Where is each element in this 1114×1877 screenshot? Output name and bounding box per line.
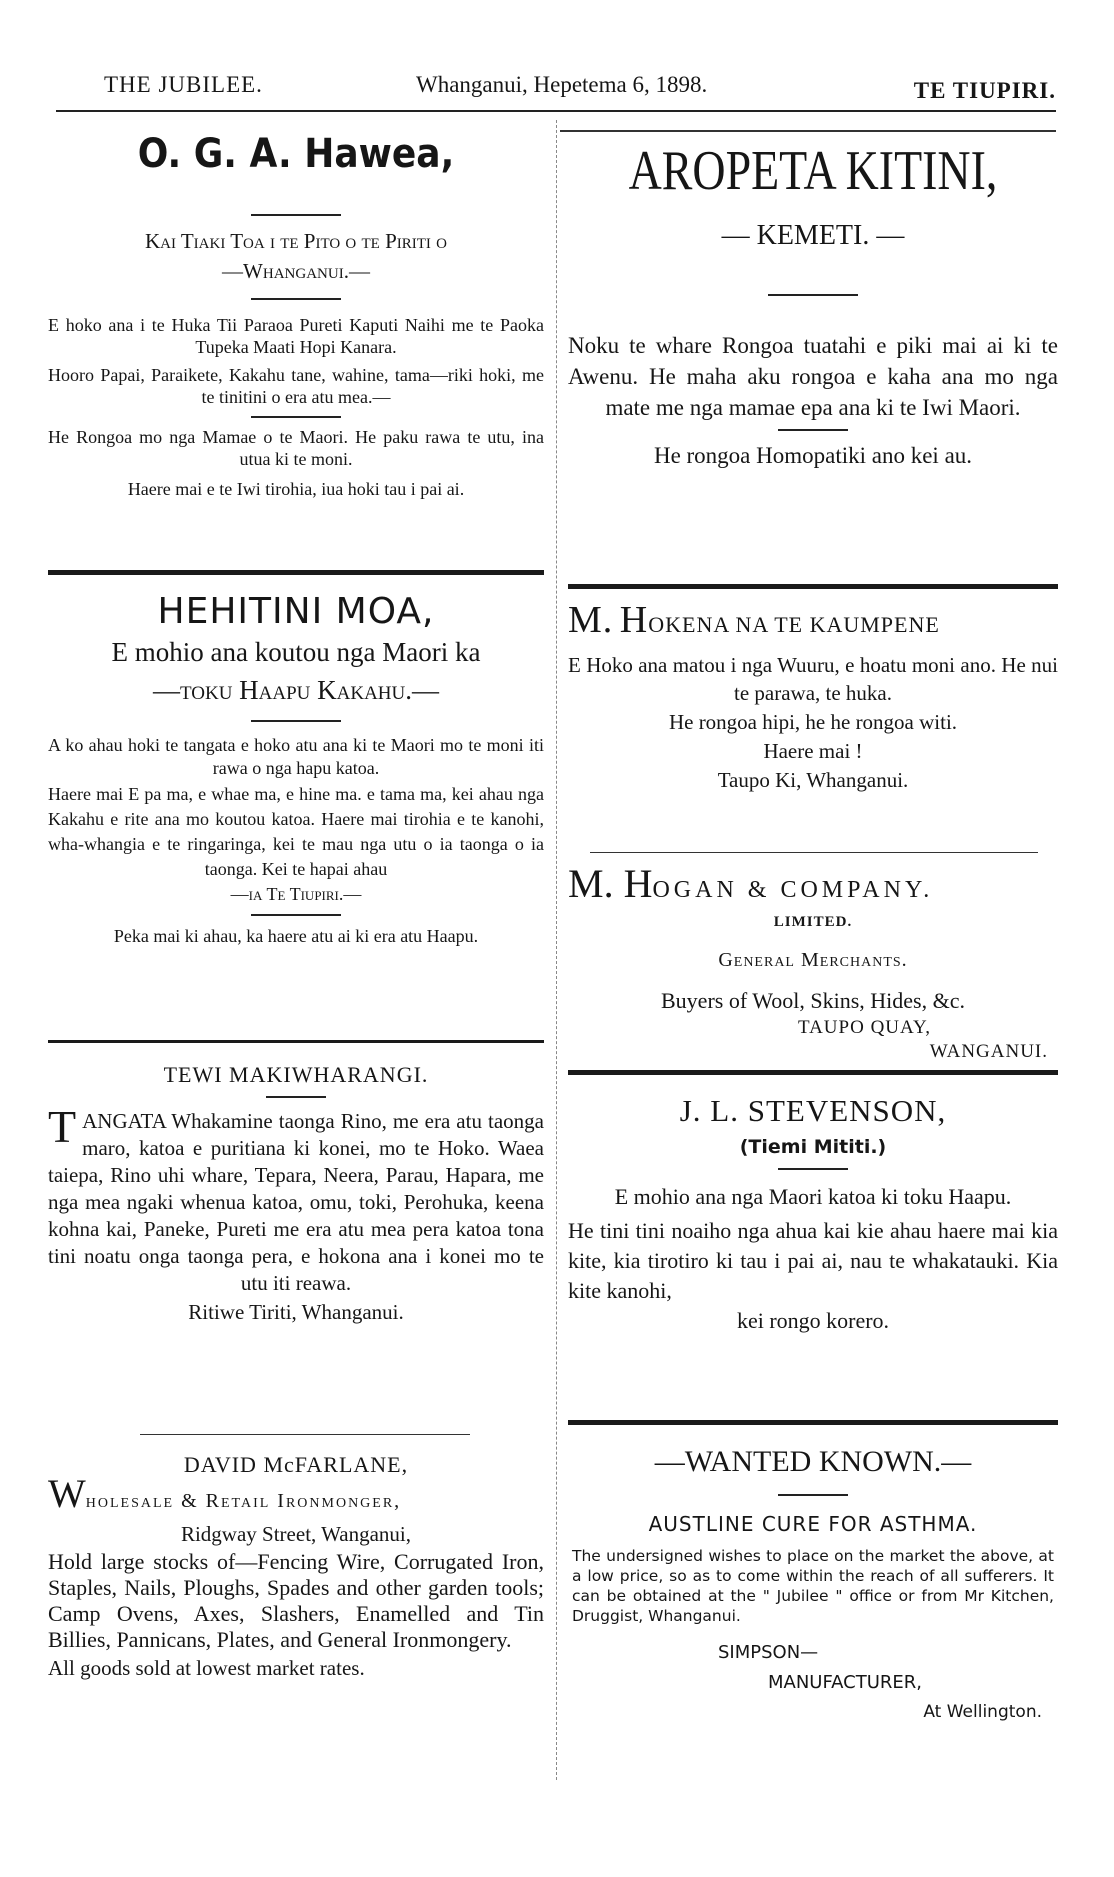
- wanted-subtitle: AUSTLINE CURE FOR ASTHMA.: [648, 1512, 978, 1536]
- masthead-date: Whanganui, Hepetema 6, 1898.: [416, 72, 708, 97]
- hawea-text-1: E hoko ana i te Huka Tii Paraoa Pureti Kaputi Naihi me te Paoka Tupeka Maati Hopi Kanara.: [48, 315, 544, 357]
- hokena-title-row: [568, 600, 1058, 645]
- stevenson-text-1: E mohio ana nga Maori katoa ki toku Haapu.: [614, 1184, 1012, 1209]
- hawea-rule-2: [251, 298, 341, 300]
- rule-right-1: [568, 584, 1058, 589]
- hogan-title-row: [568, 862, 1058, 912]
- rule-left-2: [48, 1040, 544, 1043]
- ad-tewi: [48, 1060, 544, 1327]
- wanted-title: —WANTED KNOWN.—: [654, 1445, 972, 1478]
- tewi-sign: Ritiwe Tiriti, Whanganui.: [188, 1300, 404, 1324]
- hawea-text-2: Hooro Papai, Paraikete, Kakahu tane, wahine, tama—riki hoki, me te tinitini o era atu mea.—: [48, 365, 544, 407]
- mcfarlane-body: Hold large stocks of—Fencing Wire, Corrugated Iron, Staples, Nails, Ploughs, Spades and other garden tools; Camp Ovens, Axes, Slashers, Enamelled and Tin Billies, Pannicans, Plates, and General Ironmongery.: [48, 1549, 544, 1652]
- rule-right-2-line: [590, 852, 1038, 853]
- hogan-h: H: [623, 861, 653, 906]
- ad-wanted-known: [568, 1440, 1058, 1724]
- kitini-text-1: Noku te whare Rongoa tuatahi e piki mai ai ki te Awenu. He maha aku rongoa e kaha ana mo nga mate me nga mamae epa ana ki te Iwi Maori.: [568, 333, 1058, 420]
- ad-kitini: [568, 138, 1058, 473]
- ad-hawea: [48, 128, 544, 500]
- stevenson-title: J. L. STEVENSON,: [679, 1093, 947, 1128]
- ad-hokena: [568, 600, 1058, 795]
- mcfarlane-title: DAVID McFARLANE,: [183, 1452, 409, 1477]
- ad-mcfarlane: [48, 1450, 544, 1683]
- ad-hehitini: [48, 590, 544, 948]
- hogan-general-merchants: General Merchants.: [718, 949, 908, 971]
- hawea-rule-3: [251, 416, 341, 418]
- kitini-subtitle: — KEMETI. —: [721, 220, 905, 251]
- rule-left-3: [140, 1434, 470, 1435]
- wanted-rule: [778, 1494, 848, 1496]
- ad-hogan: [568, 862, 1058, 1064]
- hawea-subtitle-1: Kai Tiaki Toa i te Pito o te Piriti o: [144, 229, 447, 253]
- hehitini-text-1: A ko ahau hoki te tangata e hoko atu ana ki te Maori mo te moni iti rawa o nga hapu katoa.: [48, 735, 544, 778]
- hehitini-line-2: —toku Haapu Kakahu.—: [152, 675, 439, 705]
- stevenson-text-2: He tini tini noaiho nga ahua kai kie ahau haere mai kia kite, kia tirotiro ki tau i pai ai, nau te whakatauki. Kia kite kanohi,: [568, 1218, 1058, 1303]
- rule-right-4: [568, 1420, 1058, 1425]
- hokena-text-3: Haere mai !: [763, 739, 863, 763]
- hokena-text-1: E Hoko ana matou i nga Wuuru, e hoatu moni ano. He nui te parawa, te huka.: [568, 653, 1058, 705]
- stevenson-text-2-end: kei rongo korero.: [736, 1308, 890, 1333]
- hawea-text-4: Haere mai e te Iwi tirohia, iua hoki tau i pai ai.: [127, 479, 465, 499]
- mcfarlane-dropcap: W: [48, 1471, 86, 1516]
- mcfarlane-subtitle: holesale & Retail Ironmonger,: [85, 1490, 402, 1512]
- kitini-title: AROPETA KITINI,: [628, 140, 998, 202]
- column-divider: [556, 120, 557, 1780]
- hawea-title: O. G. A. Hawea,: [137, 131, 455, 177]
- kitini-rule-2: [778, 429, 848, 431]
- hogan-m: M.: [568, 861, 614, 906]
- wanted-sign-1: SIMPSON—: [718, 1642, 819, 1663]
- tewi-title: TEWI MAKIWHARANGI.: [163, 1062, 429, 1087]
- masthead-title-maori: TE TIUPIRI.: [913, 78, 1056, 103]
- wanted-body: The undersigned wishes to place on the market the above, at a low price, so as to come within the reach of all sufferers. It can be obtained at the " Jubilee " office or from Mr Kitchen, Druggist, Whanganui.: [572, 1547, 1054, 1625]
- hokena-text-2: He rongoa hipi, he he rongoa witi.: [668, 710, 958, 734]
- tewi-rule: [266, 1096, 326, 1098]
- hehitini-title: HEHITINI MOA,: [157, 591, 435, 632]
- hogan-buyers: Buyers of Wool, Skins, Hides, &c.: [661, 988, 965, 1013]
- hokena-title: OKENA NA TE KAUMPENE: [648, 612, 940, 637]
- hawea-subtitle-2: —Whanganui.—: [222, 259, 370, 283]
- hehitini-text-3: Peka mai ki ahau, ka haere atu ai ki era atu Haapu.: [113, 926, 479, 946]
- hokena-m: M.: [568, 599, 614, 641]
- hogan-title: OGAN & COMPANY.: [652, 877, 934, 903]
- stevenson-rule: [778, 1168, 848, 1170]
- tewi-dropcap: T: [48, 1101, 77, 1152]
- hehitini-line-1: E mohio ana koutou nga Maori ka: [111, 637, 481, 667]
- stevenson-subtitle: (Tiemi Mititi.): [739, 1136, 887, 1158]
- wanted-sign-2: MANUFACTURER,: [768, 1672, 923, 1693]
- rule-left-1: [48, 570, 544, 575]
- hehitini-rule-1: [251, 720, 341, 722]
- kitini-rule-1: [768, 294, 858, 296]
- rule-right-2: [590, 852, 1038, 853]
- hawea-rule-1: [251, 214, 341, 216]
- hokena-text-4: Taupo Ki, Whanganui.: [717, 768, 909, 792]
- hehitini-rule-2: [251, 914, 341, 916]
- hogan-town: WANGANUI.: [929, 1041, 1048, 1062]
- hogan-limited: LIMITED.: [773, 914, 853, 930]
- hokena-h: H: [619, 599, 649, 641]
- rule-left-3-line: [140, 1434, 470, 1435]
- masthead-rule-right: [560, 130, 1056, 132]
- tewi-body: [48, 1101, 544, 1297]
- hehitini-text-2-end: —ia Te Tiupiri.—: [230, 884, 362, 904]
- mcfarlane-last: All goods sold at lowest market rates.: [48, 1656, 365, 1680]
- ad-stevenson: [568, 1090, 1058, 1336]
- mcfarlane-subtitle-row: [48, 1471, 544, 1516]
- hogan-quay: TAUPO QUAY,: [798, 1017, 932, 1038]
- masthead: [56, 72, 1056, 112]
- wanted-sign-3: At Wellington.: [923, 1702, 1042, 1722]
- masthead-rule: [56, 110, 1056, 112]
- rule-right-3: [568, 1070, 1058, 1075]
- tewi-body-text: ANGATA Whakamine taonga Rino, me era atu taonga maro, katoa e puritiana ki konei, mo te Hoko. Waea taiepa, Rino uhi whare, Tepara, Neera, Parau, Hapara, me nga mea ngaki whenua katoa, omu, toki, Perohuka, keena kohna kai, Paneke, Pureti me era atu mea pera katoa tona tini noatu onga taonga pera, e hokona ana i konei mo te utu iti reawa.: [48, 1109, 544, 1295]
- hehitini-text-2: Haere mai E pa ma, e whae ma, e hine ma. e tama ma, kei ahau nga Kakahu e rite ana mo koutou katoa. Haere mai tirohia e te kanohi, wha-whangia e te ringaringa, kei te mau nga utu o ia taonga o ia taonga. Kei te hapai ahau: [48, 784, 544, 879]
- masthead-title-english: THE JUBILEE.: [104, 72, 263, 97]
- hawea-text-3: He Rongoa mo nga Mamae o te Maori. He paku rawa te utu, ina utua ki te moni.: [48, 427, 544, 469]
- mcfarlane-street: Ridgway Street, Wanganui,: [180, 1522, 412, 1546]
- kitini-text-2: He rongoa Homopatiki ano kei au.: [653, 443, 973, 468]
